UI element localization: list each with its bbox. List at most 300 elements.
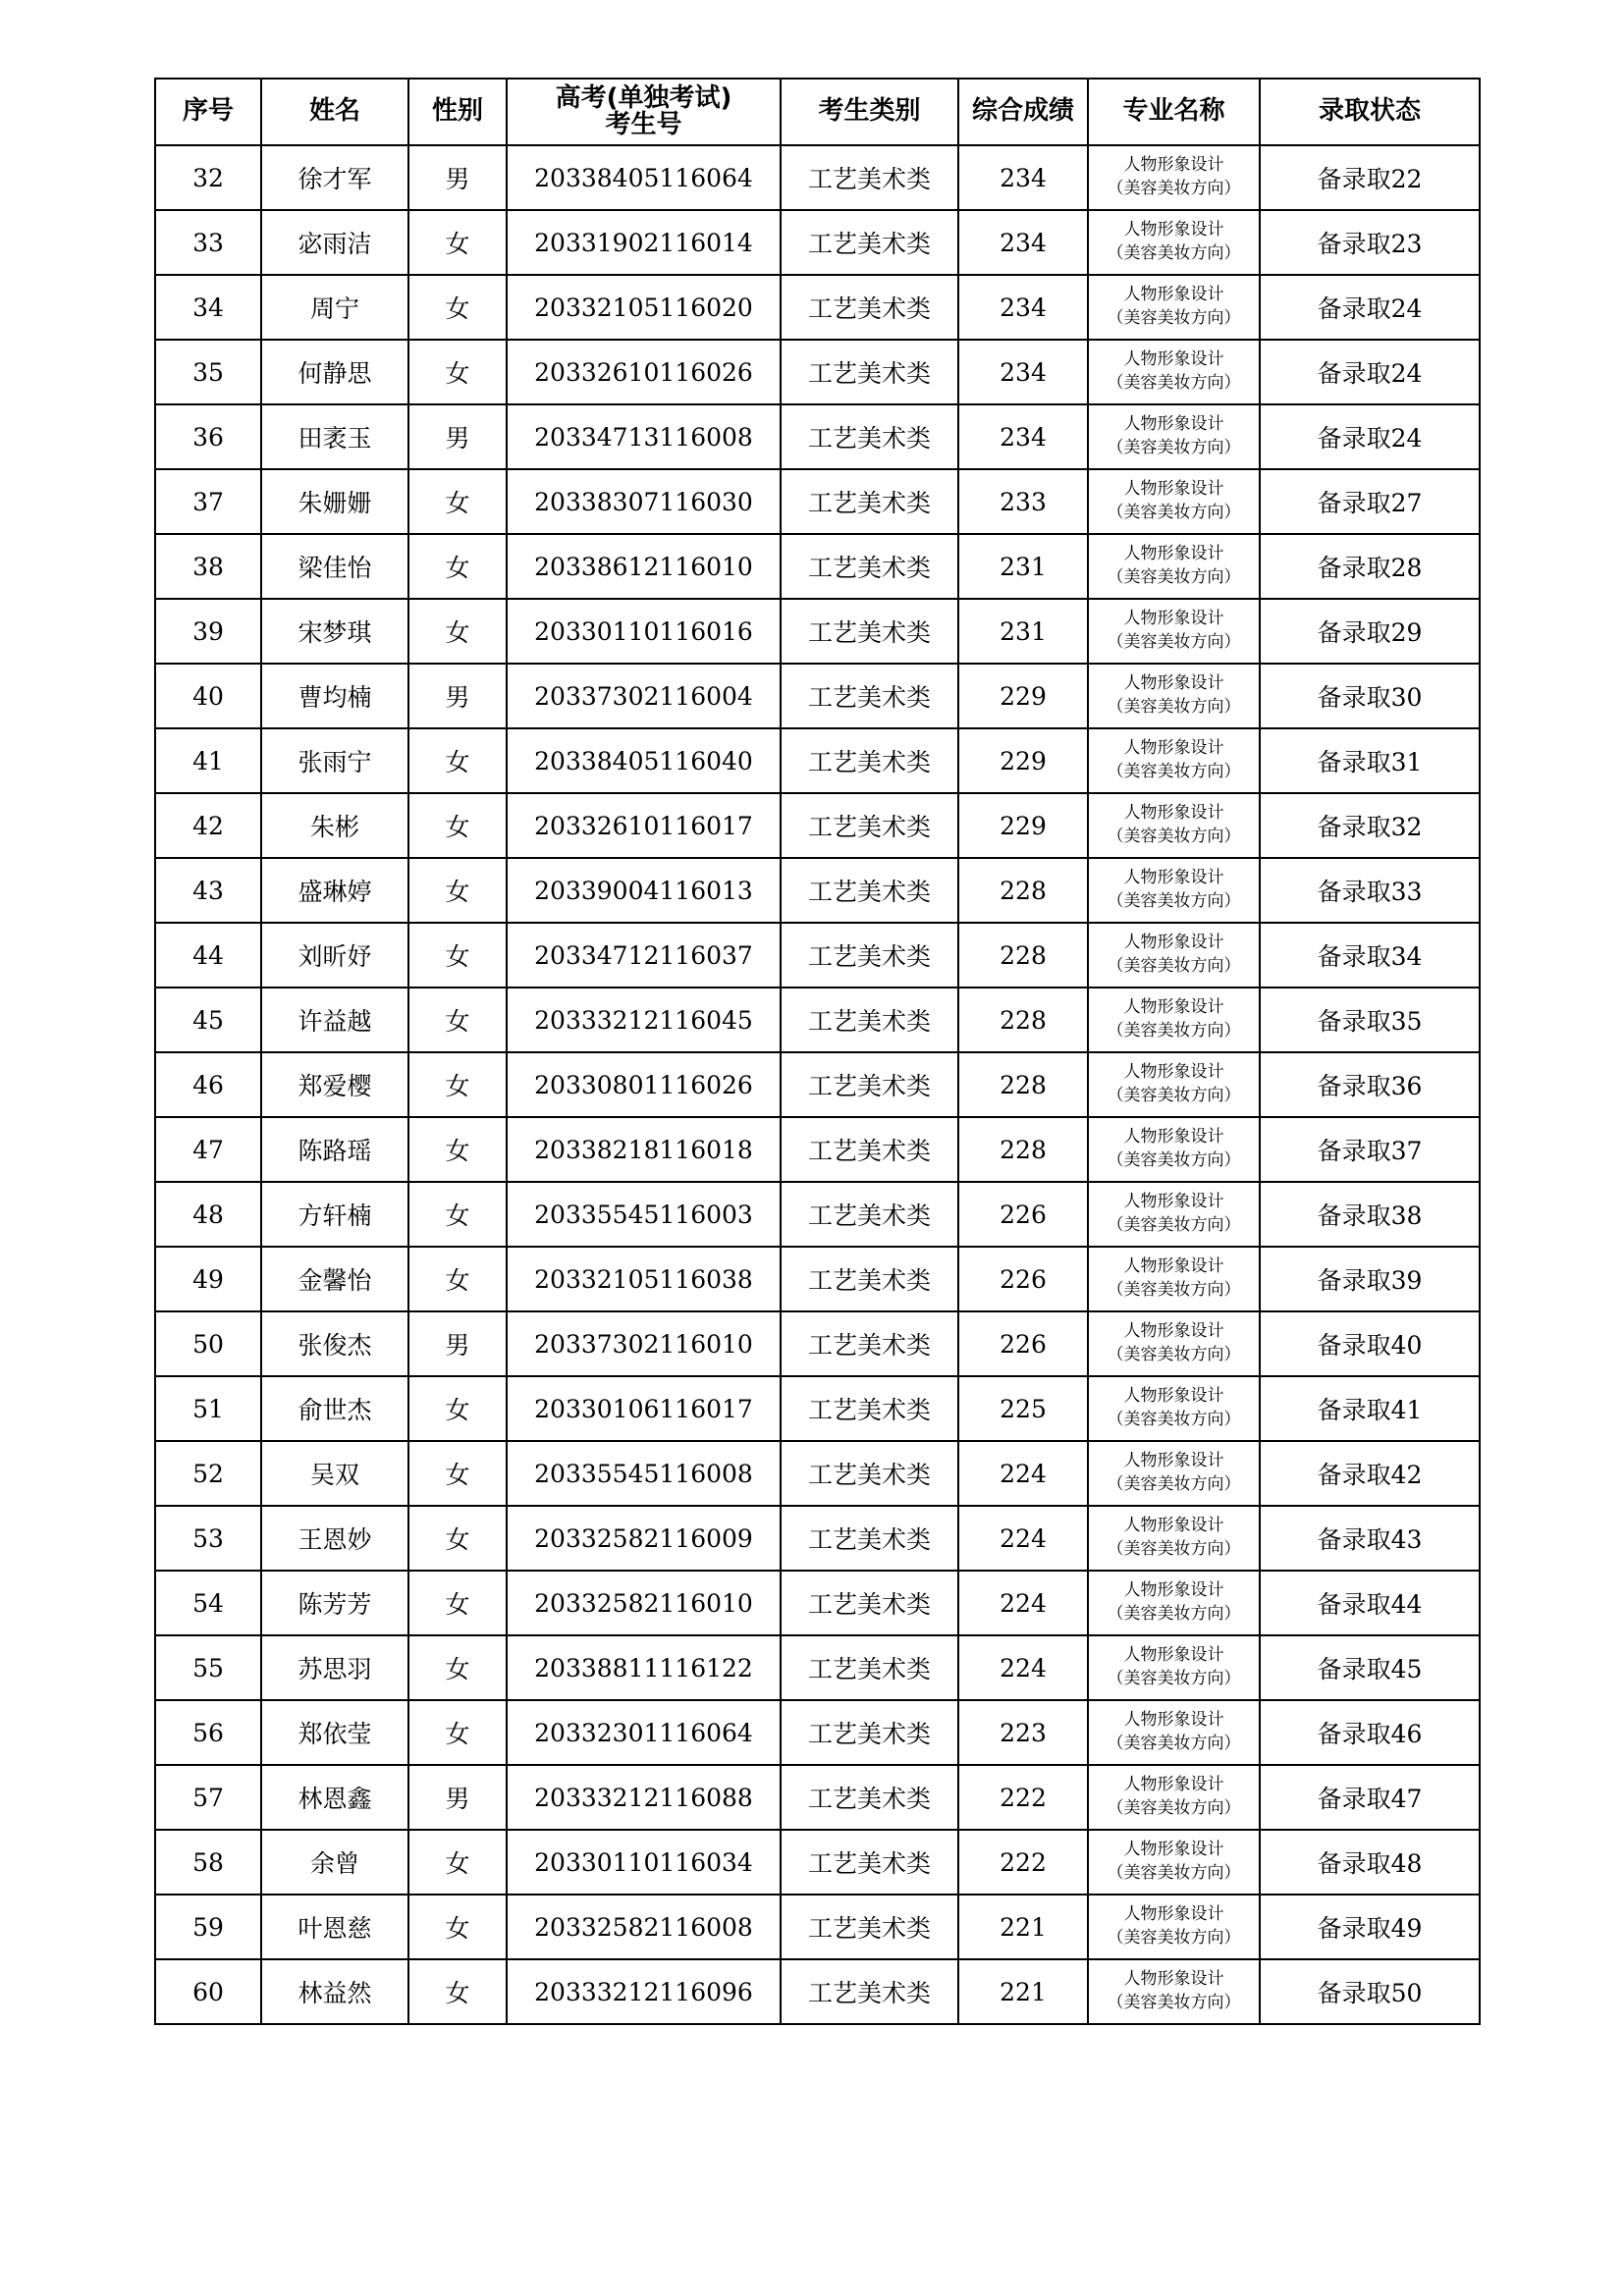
cell-category: 工艺美术类 bbox=[781, 404, 958, 469]
cell-score: 234 bbox=[958, 210, 1088, 275]
cell-exam-id: 20334713116008 bbox=[507, 404, 781, 469]
cell-score: 228 bbox=[958, 1117, 1088, 1182]
cell-major bbox=[1088, 1311, 1260, 1376]
cell-status: 备录取38 bbox=[1260, 1182, 1480, 1247]
cell-major-line2: （美容美妆方向） bbox=[1107, 373, 1241, 393]
cell-name: 徐才军 bbox=[261, 145, 408, 210]
cell-major bbox=[1088, 145, 1260, 210]
cell-sex: 男 bbox=[408, 404, 507, 469]
cell-major-line2: （美容美妆方向） bbox=[1107, 1410, 1241, 1429]
cell-sex: 女 bbox=[408, 1635, 507, 1700]
cell-major-line1: 人物形象设计 bbox=[1123, 1256, 1224, 1277]
cell-major bbox=[1088, 1052, 1260, 1117]
cell-exam-id: 20332105116038 bbox=[507, 1247, 781, 1311]
cell-score: 226 bbox=[958, 1182, 1088, 1247]
cell-score: 221 bbox=[958, 1895, 1088, 1959]
cell-category: 工艺美术类 bbox=[781, 1182, 958, 1247]
cell-sex: 女 bbox=[408, 858, 507, 923]
cell-status: 备录取22 bbox=[1260, 145, 1480, 210]
cell-major-line1: 人物形象设计 bbox=[1123, 544, 1224, 564]
cell-major-line2: （美容美妆方向） bbox=[1107, 1150, 1241, 1170]
cell-score: 226 bbox=[958, 1247, 1088, 1311]
cell-sex: 女 bbox=[408, 728, 507, 793]
cell-no: 38 bbox=[155, 534, 261, 599]
cell-status: 备录取46 bbox=[1260, 1700, 1480, 1765]
cell-category: 工艺美术类 bbox=[781, 1635, 958, 1700]
cell-status: 备录取44 bbox=[1260, 1571, 1480, 1635]
table-row bbox=[155, 1895, 1480, 1959]
cell-score: 234 bbox=[958, 404, 1088, 469]
cell-exam-id: 20330110116034 bbox=[507, 1830, 781, 1895]
cell-score: 234 bbox=[958, 145, 1088, 210]
cell-name: 许益越 bbox=[261, 988, 408, 1052]
cell-name: 金馨怡 bbox=[261, 1247, 408, 1311]
cell-category: 工艺美术类 bbox=[781, 1700, 958, 1765]
cell-score: 228 bbox=[958, 1052, 1088, 1117]
cell-sex: 女 bbox=[408, 1571, 507, 1635]
table-row bbox=[155, 728, 1480, 793]
cell-category: 工艺美术类 bbox=[781, 1052, 958, 1117]
cell-score: 223 bbox=[958, 1700, 1088, 1765]
cell-no: 60 bbox=[155, 1959, 261, 2024]
cell-category: 工艺美术类 bbox=[781, 858, 958, 923]
cell-major bbox=[1088, 1700, 1260, 1765]
cell-major-line2: （美容美妆方向） bbox=[1107, 891, 1241, 911]
cell-category: 工艺美术类 bbox=[781, 1441, 958, 1506]
cell-name: 宋梦琪 bbox=[261, 599, 408, 664]
cell-major bbox=[1088, 1765, 1260, 1830]
cell-category: 工艺美术类 bbox=[781, 1506, 958, 1571]
cell-major bbox=[1088, 534, 1260, 599]
cell-score: 229 bbox=[958, 793, 1088, 858]
cell-name: 苏思羽 bbox=[261, 1635, 408, 1700]
cell-status: 备录取29 bbox=[1260, 599, 1480, 664]
cell-category: 工艺美术类 bbox=[781, 1571, 958, 1635]
cell-major bbox=[1088, 1506, 1260, 1571]
cell-status: 备录取40 bbox=[1260, 1311, 1480, 1376]
cell-no: 49 bbox=[155, 1247, 261, 1311]
cell-score: 228 bbox=[958, 923, 1088, 988]
cell-sex: 女 bbox=[408, 534, 507, 599]
table-row bbox=[155, 1959, 1480, 2024]
cell-major-line1: 人物形象设计 bbox=[1123, 1192, 1224, 1212]
cell-exam-id: 20332582116010 bbox=[507, 1571, 781, 1635]
cell-name: 陈芳芳 bbox=[261, 1571, 408, 1635]
cell-status: 备录取24 bbox=[1260, 275, 1480, 340]
cell-major bbox=[1088, 1441, 1260, 1506]
cell-major bbox=[1088, 404, 1260, 469]
cell-score: 224 bbox=[958, 1506, 1088, 1571]
cell-exam-id: 20333212116096 bbox=[507, 1959, 781, 2024]
cell-status: 备录取35 bbox=[1260, 988, 1480, 1052]
cell-status: 备录取39 bbox=[1260, 1247, 1480, 1311]
cell-no: 44 bbox=[155, 923, 261, 988]
cell-no: 53 bbox=[155, 1506, 261, 1571]
cell-name: 王恩妙 bbox=[261, 1506, 408, 1571]
cell-major bbox=[1088, 1830, 1260, 1895]
cell-sex: 女 bbox=[408, 1117, 507, 1182]
cell-exam-id: 20332610116026 bbox=[507, 340, 781, 404]
cell-name: 刘昕妤 bbox=[261, 923, 408, 988]
header-exam-id bbox=[507, 79, 781, 145]
cell-major-line2: （美容美妆方向） bbox=[1107, 632, 1241, 652]
cell-no: 48 bbox=[155, 1182, 261, 1247]
cell-name: 曹均楠 bbox=[261, 664, 408, 728]
cell-major-line2: （美容美妆方向） bbox=[1107, 1539, 1241, 1559]
cell-major-line1: 人物形象设计 bbox=[1123, 285, 1224, 305]
cell-sex: 女 bbox=[408, 210, 507, 275]
cell-sex: 女 bbox=[408, 599, 507, 664]
cell-major-line2: （美容美妆方向） bbox=[1107, 1474, 1241, 1494]
cell-major-line1: 人物形象设计 bbox=[1123, 1775, 1224, 1795]
cell-category: 工艺美术类 bbox=[781, 923, 958, 988]
cell-status: 备录取31 bbox=[1260, 728, 1480, 793]
cell-major bbox=[1088, 728, 1260, 793]
cell-sex: 女 bbox=[408, 1182, 507, 1247]
table-row bbox=[155, 275, 1480, 340]
cell-major-line1: 人物形象设计 bbox=[1123, 1645, 1224, 1666]
cell-major-line2: （美容美妆方向） bbox=[1107, 1993, 1241, 2012]
cell-status: 备录取24 bbox=[1260, 340, 1480, 404]
table-row bbox=[155, 858, 1480, 923]
cell-status: 备录取36 bbox=[1260, 1052, 1480, 1117]
cell-major-line1: 人物形象设计 bbox=[1123, 155, 1224, 176]
cell-score: 224 bbox=[958, 1571, 1088, 1635]
cell-status: 备录取43 bbox=[1260, 1506, 1480, 1571]
cell-score: 233 bbox=[958, 469, 1088, 534]
cell-sex: 男 bbox=[408, 664, 507, 728]
cell-no: 40 bbox=[155, 664, 261, 728]
cell-exam-id: 20332582116008 bbox=[507, 1895, 781, 1959]
cell-major bbox=[1088, 1117, 1260, 1182]
cell-no: 33 bbox=[155, 210, 261, 275]
cell-status: 备录取37 bbox=[1260, 1117, 1480, 1182]
cell-major-line2: （美容美妆方向） bbox=[1107, 567, 1241, 587]
cell-major-line1: 人物形象设计 bbox=[1123, 673, 1224, 694]
cell-no: 36 bbox=[155, 404, 261, 469]
cell-no: 35 bbox=[155, 340, 261, 404]
cell-major-line1: 人物形象设计 bbox=[1123, 349, 1224, 370]
cell-major-line2: （美容美妆方向） bbox=[1107, 1215, 1241, 1235]
cell-major bbox=[1088, 793, 1260, 858]
cell-status: 备录取50 bbox=[1260, 1959, 1480, 2024]
cell-sex: 女 bbox=[408, 340, 507, 404]
cell-name: 吴双 bbox=[261, 1441, 408, 1506]
cell-no: 54 bbox=[155, 1571, 261, 1635]
cell-major bbox=[1088, 340, 1260, 404]
cell-sex: 女 bbox=[408, 1441, 507, 1506]
cell-sex: 女 bbox=[408, 793, 507, 858]
cell-name: 周宁 bbox=[261, 275, 408, 340]
cell-exam-id: 20330106116017 bbox=[507, 1376, 781, 1441]
table-row bbox=[155, 1441, 1480, 1506]
cell-sex: 女 bbox=[408, 923, 507, 988]
cell-status: 备录取30 bbox=[1260, 664, 1480, 728]
cell-category: 工艺美术类 bbox=[781, 340, 958, 404]
cell-status: 备录取48 bbox=[1260, 1830, 1480, 1895]
cell-major bbox=[1088, 664, 1260, 728]
table-row bbox=[155, 404, 1480, 469]
cell-exam-id: 20337302116010 bbox=[507, 1311, 781, 1376]
cell-category: 工艺美术类 bbox=[781, 1376, 958, 1441]
cell-major bbox=[1088, 1247, 1260, 1311]
cell-no: 42 bbox=[155, 793, 261, 858]
cell-exam-id: 20333212116088 bbox=[507, 1765, 781, 1830]
header-status: 录取状态 bbox=[1260, 79, 1480, 145]
cell-major-line1: 人物形象设计 bbox=[1123, 609, 1224, 629]
cell-major-line2: （美容美妆方向） bbox=[1107, 308, 1241, 328]
table-row bbox=[155, 988, 1480, 1052]
cell-major-line2: （美容美妆方向） bbox=[1107, 827, 1241, 846]
cell-status: 备录取41 bbox=[1260, 1376, 1480, 1441]
cell-category: 工艺美术类 bbox=[781, 210, 958, 275]
cell-score: 221 bbox=[958, 1959, 1088, 2024]
cell-name: 余曾 bbox=[261, 1830, 408, 1895]
cell-name: 张俊杰 bbox=[261, 1311, 408, 1376]
cell-major-line2: （美容美妆方向） bbox=[1107, 1798, 1241, 1818]
header-exam-id-line2: 考生号 bbox=[605, 110, 682, 139]
cell-sex: 男 bbox=[408, 1765, 507, 1830]
cell-major bbox=[1088, 923, 1260, 988]
cell-score: 234 bbox=[958, 275, 1088, 340]
cell-status: 备录取24 bbox=[1260, 404, 1480, 469]
cell-status: 备录取27 bbox=[1260, 469, 1480, 534]
cell-category: 工艺美术类 bbox=[781, 728, 958, 793]
table-row bbox=[155, 145, 1480, 210]
cell-status: 备录取34 bbox=[1260, 923, 1480, 988]
cell-exam-id: 20338612116010 bbox=[507, 534, 781, 599]
cell-name: 梁佳怡 bbox=[261, 534, 408, 599]
cell-name: 方轩楠 bbox=[261, 1182, 408, 1247]
cell-score: 222 bbox=[958, 1830, 1088, 1895]
cell-major-line1: 人物形象设计 bbox=[1123, 1451, 1224, 1471]
table-row bbox=[155, 1117, 1480, 1182]
cell-no: 37 bbox=[155, 469, 261, 534]
cell-exam-id: 20335545116008 bbox=[507, 1441, 781, 1506]
header-sex: 性别 bbox=[408, 79, 507, 145]
table-row bbox=[155, 1506, 1480, 1571]
table-row bbox=[155, 1182, 1480, 1247]
table-row bbox=[155, 340, 1480, 404]
header-exam-id-line1: 高考(单独考试) bbox=[555, 82, 732, 113]
cell-sex: 女 bbox=[408, 1376, 507, 1441]
admission-table bbox=[154, 78, 1481, 2025]
cell-no: 45 bbox=[155, 988, 261, 1052]
cell-major-line2: （美容美妆方向） bbox=[1107, 1863, 1241, 1883]
cell-category: 工艺美术类 bbox=[781, 664, 958, 728]
cell-score: 222 bbox=[958, 1765, 1088, 1830]
table-row bbox=[155, 599, 1480, 664]
cell-major-line1: 人物形象设计 bbox=[1123, 738, 1224, 759]
cell-score: 231 bbox=[958, 534, 1088, 599]
cell-exam-id: 20333212116045 bbox=[507, 988, 781, 1052]
table-body bbox=[155, 145, 1480, 2024]
cell-major-line1: 人物形象设计 bbox=[1123, 414, 1224, 435]
cell-category: 工艺美术类 bbox=[781, 145, 958, 210]
cell-major-line2: （美容美妆方向） bbox=[1107, 1734, 1241, 1753]
cell-major-line1: 人物形象设计 bbox=[1123, 868, 1224, 888]
table-row bbox=[155, 1311, 1480, 1376]
cell-name: 林益然 bbox=[261, 1959, 408, 2024]
cell-score: 225 bbox=[958, 1376, 1088, 1441]
cell-no: 43 bbox=[155, 858, 261, 923]
header-score: 综合成绩 bbox=[958, 79, 1088, 145]
table-row bbox=[155, 1635, 1480, 1700]
cell-sex: 女 bbox=[408, 1247, 507, 1311]
cell-name: 张雨宁 bbox=[261, 728, 408, 793]
table-row bbox=[155, 1571, 1480, 1635]
cell-sex: 女 bbox=[408, 1700, 507, 1765]
cell-major-line1: 人物形象设计 bbox=[1123, 1321, 1224, 1342]
cell-exam-id: 20332105116020 bbox=[507, 275, 781, 340]
cell-name: 朱姗姗 bbox=[261, 469, 408, 534]
cell-major-line2: （美容美妆方向） bbox=[1107, 243, 1241, 263]
cell-exam-id: 20331902116014 bbox=[507, 210, 781, 275]
cell-exam-id: 20332582116009 bbox=[507, 1506, 781, 1571]
cell-name: 朱彬 bbox=[261, 793, 408, 858]
cell-status: 备录取32 bbox=[1260, 793, 1480, 858]
cell-exam-id: 20337302116004 bbox=[507, 664, 781, 728]
cell-major-line2: （美容美妆方向） bbox=[1107, 179, 1241, 198]
cell-exam-id: 20332610116017 bbox=[507, 793, 781, 858]
cell-category: 工艺美术类 bbox=[781, 1311, 958, 1376]
cell-status: 备录取45 bbox=[1260, 1635, 1480, 1700]
cell-sex: 女 bbox=[408, 275, 507, 340]
cell-status: 备录取23 bbox=[1260, 210, 1480, 275]
cell-no: 57 bbox=[155, 1765, 261, 1830]
table-row bbox=[155, 1052, 1480, 1117]
cell-name: 陈路瑶 bbox=[261, 1117, 408, 1182]
cell-no: 32 bbox=[155, 145, 261, 210]
cell-exam-id: 20332301116064 bbox=[507, 1700, 781, 1765]
cell-major-line2: （美容美妆方向） bbox=[1107, 1928, 1241, 1948]
cell-category: 工艺美术类 bbox=[781, 275, 958, 340]
cell-sex: 女 bbox=[408, 1506, 507, 1571]
cell-exam-id: 20338811116122 bbox=[507, 1635, 781, 1700]
cell-category: 工艺美术类 bbox=[781, 1765, 958, 1830]
cell-major-line1: 人物形象设计 bbox=[1123, 1516, 1224, 1536]
cell-major-line1: 人物形象设计 bbox=[1123, 1969, 1224, 1990]
cell-major-line1: 人物形象设计 bbox=[1123, 220, 1224, 240]
cell-name: 俞世杰 bbox=[261, 1376, 408, 1441]
cell-major bbox=[1088, 1182, 1260, 1247]
cell-major-line2: （美容美妆方向） bbox=[1107, 438, 1241, 457]
cell-name: 叶恩慈 bbox=[261, 1895, 408, 1959]
cell-exam-id: 20330110116016 bbox=[507, 599, 781, 664]
cell-exam-id: 20338405116040 bbox=[507, 728, 781, 793]
cell-exam-id: 20330801116026 bbox=[507, 1052, 781, 1117]
cell-major-line2: （美容美妆方向） bbox=[1107, 1604, 1241, 1624]
cell-major bbox=[1088, 210, 1260, 275]
cell-major bbox=[1088, 1635, 1260, 1700]
cell-category: 工艺美术类 bbox=[781, 534, 958, 599]
cell-exam-id: 20338405116064 bbox=[507, 145, 781, 210]
cell-score: 231 bbox=[958, 599, 1088, 664]
cell-major-line2: （美容美妆方向） bbox=[1107, 1280, 1241, 1300]
cell-no: 34 bbox=[155, 275, 261, 340]
cell-sex: 女 bbox=[408, 1830, 507, 1895]
header-name: 姓名 bbox=[261, 79, 408, 145]
cell-sex: 女 bbox=[408, 1895, 507, 1959]
cell-name: 何静思 bbox=[261, 340, 408, 404]
cell-major bbox=[1088, 599, 1260, 664]
cell-score: 228 bbox=[958, 858, 1088, 923]
table-row bbox=[155, 923, 1480, 988]
cell-score: 229 bbox=[958, 728, 1088, 793]
cell-name: 郑爱樱 bbox=[261, 1052, 408, 1117]
cell-no: 47 bbox=[155, 1117, 261, 1182]
cell-no: 58 bbox=[155, 1830, 261, 1895]
cell-major bbox=[1088, 275, 1260, 340]
table-row bbox=[155, 469, 1480, 534]
table-row bbox=[155, 793, 1480, 858]
header-no: 序号 bbox=[155, 79, 261, 145]
cell-major bbox=[1088, 469, 1260, 534]
cell-score: 228 bbox=[958, 988, 1088, 1052]
cell-score: 224 bbox=[958, 1635, 1088, 1700]
table-row bbox=[155, 1247, 1480, 1311]
cell-major bbox=[1088, 1571, 1260, 1635]
cell-category: 工艺美术类 bbox=[781, 1117, 958, 1182]
cell-sex: 女 bbox=[408, 1959, 507, 2024]
cell-no: 55 bbox=[155, 1635, 261, 1700]
table-row bbox=[155, 210, 1480, 275]
cell-sex: 女 bbox=[408, 988, 507, 1052]
cell-score: 226 bbox=[958, 1311, 1088, 1376]
cell-status: 备录取28 bbox=[1260, 534, 1480, 599]
cell-major-line2: （美容美妆方向） bbox=[1107, 956, 1241, 976]
cell-name: 郑依莹 bbox=[261, 1700, 408, 1765]
cell-category: 工艺美术类 bbox=[781, 1247, 958, 1311]
table-header bbox=[155, 79, 1480, 145]
cell-major-line2: （美容美妆方向） bbox=[1107, 1021, 1241, 1041]
cell-sex: 女 bbox=[408, 469, 507, 534]
cell-major-line1: 人物形象设计 bbox=[1123, 1710, 1224, 1731]
cell-major-line2: （美容美妆方向） bbox=[1107, 1086, 1241, 1105]
cell-score: 224 bbox=[958, 1441, 1088, 1506]
cell-no: 41 bbox=[155, 728, 261, 793]
cell-score: 229 bbox=[958, 664, 1088, 728]
cell-no: 52 bbox=[155, 1441, 261, 1506]
cell-major-line2: （美容美妆方向） bbox=[1107, 762, 1241, 781]
cell-major-line1: 人物形象设计 bbox=[1123, 1840, 1224, 1860]
cell-name: 林恩鑫 bbox=[261, 1765, 408, 1830]
cell-no: 39 bbox=[155, 599, 261, 664]
cell-major-line1: 人物形象设计 bbox=[1123, 997, 1224, 1018]
table-row bbox=[155, 1376, 1480, 1441]
cell-status: 备录取33 bbox=[1260, 858, 1480, 923]
header-major: 专业名称 bbox=[1088, 79, 1260, 145]
cell-exam-id: 20338218116018 bbox=[507, 1117, 781, 1182]
cell-category: 工艺美术类 bbox=[781, 1830, 958, 1895]
cell-major-line1: 人物形象设计 bbox=[1123, 1062, 1224, 1083]
cell-status: 备录取47 bbox=[1260, 1765, 1480, 1830]
cell-major-line1: 人物形象设计 bbox=[1123, 1386, 1224, 1407]
cell-major-line1: 人物形象设计 bbox=[1123, 933, 1224, 953]
cell-exam-id: 20338307116030 bbox=[507, 469, 781, 534]
cell-score: 234 bbox=[958, 340, 1088, 404]
cell-major-line2: （美容美妆方向） bbox=[1107, 1669, 1241, 1688]
table-row bbox=[155, 1700, 1480, 1765]
cell-major bbox=[1088, 858, 1260, 923]
cell-sex: 男 bbox=[408, 1311, 507, 1376]
cell-major-line2: （美容美妆方向） bbox=[1107, 503, 1241, 522]
cell-major-line1: 人物形象设计 bbox=[1123, 1580, 1224, 1601]
table-row bbox=[155, 664, 1480, 728]
cell-major-line2: （美容美妆方向） bbox=[1107, 697, 1241, 717]
cell-no: 56 bbox=[155, 1700, 261, 1765]
header-category: 考生类别 bbox=[781, 79, 958, 145]
